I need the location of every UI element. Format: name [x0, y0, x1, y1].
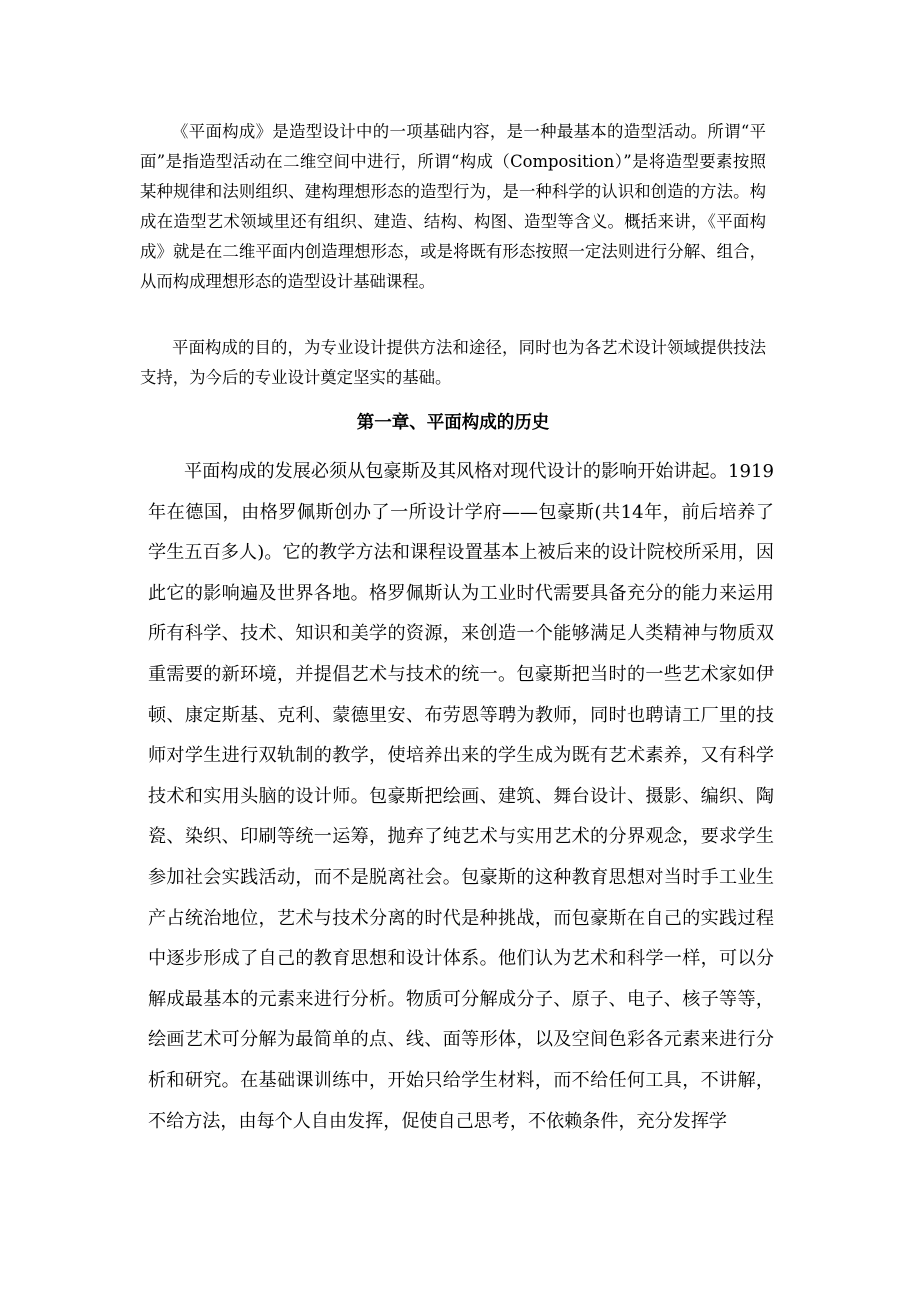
intro-paragraph: 《平面构成》是造型设计中的一项基础内容，是一种最基本的造型活动。所谓“平面”是指造型活动在二维空间中进行，所谓“构成（Composition）”是将造型要素按照某种规律和法则组织、建构理想形态的造型行为，是一种科学的认识和创造的方法。构成在造型艺术领域里还有组织、建造、结构、构图、造型等含义。概括来讲，《平面构成》就是在二维平面内创造理想形态，或是将既有形态按照一定法则进行分解、组合，从而构成理想形态的造型设计基础课程。 [140, 122, 766, 291]
purpose-paragraph: 平面构成的目的，为专业设计提供方法和途径，同时也为各艺术设计领域提供技法支持，为今后的专业设计奠定坚实的基础。 [140, 338, 766, 387]
chapter-heading: 第一章、平面构成的历史 [356, 413, 550, 433]
history-paragraph: 平面构成的发展必须从包豪斯及其风格对现代设计的影响开始讲起。1919年在德国，由格罗佩斯创办了一所设计学府——包豪斯(共14年，前后培养了学生五百多人)。它的教学方法和课程设置基本上被后来的设计院校所采用，因此它的影响遍及世界各地。格罗佩斯认为工业时代需要具备充分的能力来运用所有科学、技术、知识和美学的资源，来创造一个能够满足人类精神与物质双重需要的新环境，并提倡艺术与技术的统一。包豪斯把当时的一些艺术家如伊顿、康定斯基、克利、蒙德里安、布劳恩等聘为教师，同时也聘请工厂里的技师对学生进行双轨制的教学，使培养出来的学生成为既有艺术素养，又有科学技术和实用头脑的设计师。包豪斯把绘画、建筑、舞台设计、摄影、编织、陶瓷、染织、印刷等统一运筹，抛弃了纯艺术与实用艺术的分界观念，要求学生参加社会实践活动，而不是脱离社会。包豪斯的这种教育思想对当时手工业生产占统治地位，艺术与技术分离的时代是种挑战，而包豪斯在自己的实践过程中逐步形成了自己的教育思想和设计体系。他们认为艺术和科学一样，可以分解成最基本的元素来进行分析。物质可分解成分子、原子、电子、核子等等，绘画艺术可分解为最简单的点、线、面等形体，以及空间色彩各元素来进行分析和研究。在基础课训练中，开始只给学生材料，而不给任何工具，不讲解，不给方法，由每个人自由发挥，促使自己思考，不依赖条件，充分发挥学 [148, 461, 774, 1132]
